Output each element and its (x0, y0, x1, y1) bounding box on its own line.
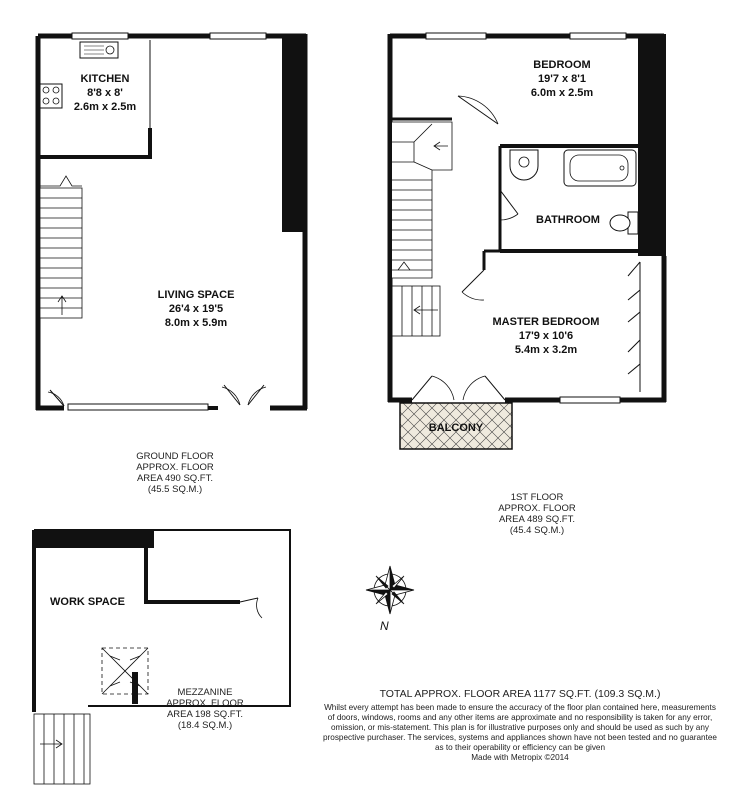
master-bedroom-imperial: 17'9 x 10'6 (518, 330, 574, 342)
kitchen-imperial: 8'8 x 8' (87, 87, 123, 99)
disclaimer-line: of doors, windows, rooms and any other items are approximate and no responsibility is taken for any error, (327, 713, 713, 722)
mezzanine-plan (34, 530, 290, 784)
caption-line: AREA 489 SQ.FT. (498, 514, 576, 525)
disclaimer-line: Whilst every attempt has been made to ensure the accuracy of the floor plan contained here, measurements (324, 703, 716, 712)
bedroom-imperial: 19'7 x 8'1 (537, 73, 587, 85)
disclaimer (300, 703, 740, 763)
balcony-name: BALCONY (428, 422, 484, 434)
bedroom-name: BEDROOM (533, 59, 591, 71)
living-name: LIVING SPACE (157, 289, 235, 301)
disclaimer-line: prospective purchaser. The services, systems and appliances shown have not been tested and no guarantee (322, 733, 717, 742)
caption-line: AREA 198 SQ.FT. (166, 709, 244, 720)
caption-line: APPROX. FLOOR (498, 503, 576, 514)
kitchen-name: KITCHEN (80, 73, 130, 85)
master-bedroom-metric: 5.4m x 3.2m (514, 344, 578, 356)
first-floor-plan (388, 33, 666, 449)
living-imperial: 26'4 x 19'5 (168, 303, 224, 315)
master-bedroom-name: MASTER BEDROOM (492, 316, 600, 328)
ground-floor-plan (36, 33, 307, 410)
total-floor-area: TOTAL APPROX. FLOOR AREA 1177 SQ.FT. (109.3 SQ.M.) (379, 688, 661, 700)
bathroom-name: BATHROOM (536, 214, 600, 226)
caption-line: MEZZANINE (177, 687, 233, 698)
caption-line: GROUND FLOOR (136, 451, 214, 462)
caption-line: APPROX. FLOOR (166, 698, 244, 709)
work-space-name: WORK SPACE (50, 596, 125, 608)
ground-floor-caption (110, 451, 240, 495)
caption-line: AREA 490 SQ.FT. (136, 473, 214, 484)
north-compass-icon (366, 566, 414, 614)
first-floor-labels (429, 59, 600, 434)
living-metric: 8.0m x 5.9m (164, 317, 228, 329)
floor-plan-footer (300, 688, 740, 763)
kitchen-metric: 2.6m x 2.5m (73, 101, 137, 113)
disclaimer-line: Made with Metropix ©2014 (471, 753, 569, 762)
bedroom-metric: 6.0m x 2.5m (530, 87, 594, 99)
caption-line: (18.4 SQ.M.) (177, 720, 233, 731)
ground-floor-labels (74, 73, 235, 329)
caption-line: APPROX. FLOOR (136, 462, 214, 473)
disclaimer-line: as to their operability or efficiency can be given (434, 743, 606, 752)
first-floor-caption (472, 492, 602, 536)
caption-line: (45.5 SQ.M.) (147, 484, 203, 495)
mezzanine-caption (140, 687, 270, 731)
caption-line: 1ST FLOOR (510, 492, 564, 503)
disclaimer-line: omission, or mis-statement. This plan is for illustrative purposes only and should be used as such by any (330, 723, 710, 732)
compass-north-label: N (380, 619, 389, 633)
caption-line: (45.4 SQ.M.) (509, 525, 565, 536)
